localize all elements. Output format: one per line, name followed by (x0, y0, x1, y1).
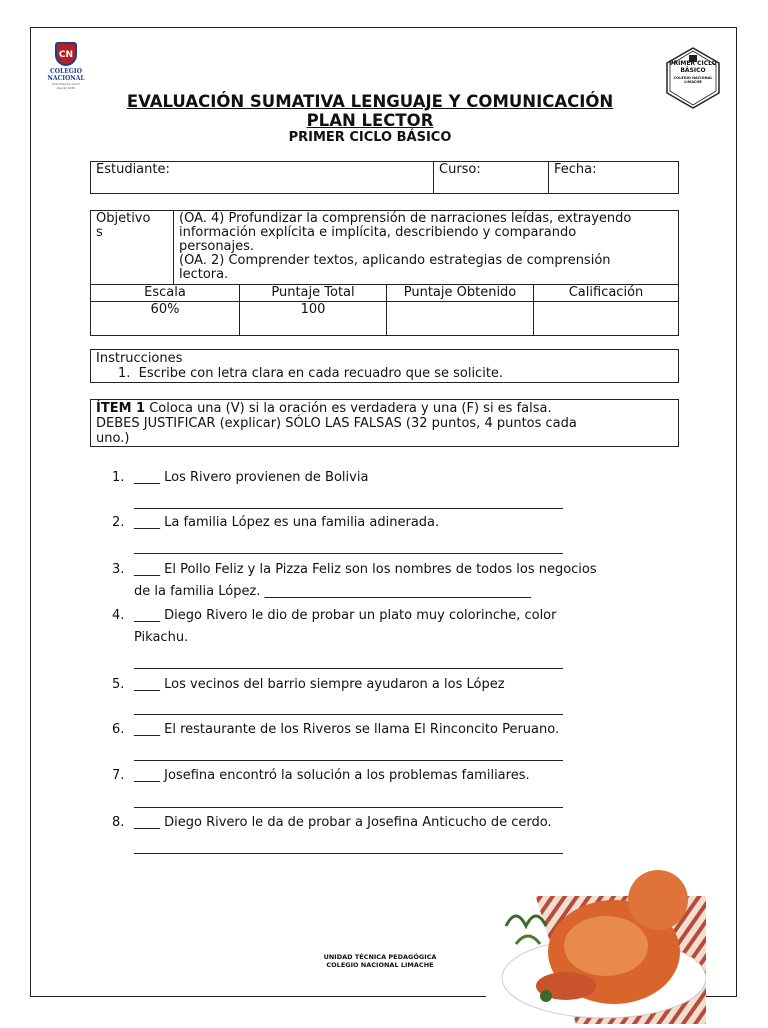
answer-line-1[interactable] (134, 508, 563, 509)
instructions-box (90, 349, 679, 383)
logo-name: COLEGIO NACIONAL (47, 68, 85, 82)
answer-line-6[interactable] (134, 760, 563, 761)
grading-header-grade: Calificación (534, 285, 679, 302)
grading-header-scale: Escala (91, 285, 240, 302)
cycle-seal: PRIMER CICLO BÁSICO COLEGIO NACIONAL LIMACHE (661, 46, 725, 110)
question-4[interactable]: 4. ____ Diego Rivero le dio de probar un plato muy colorinche, color Pikachu. (112, 608, 557, 645)
grading-scale-value: 60% (91, 302, 240, 336)
cycle-heading: PRIMER CICLO BÁSICO (288, 130, 452, 145)
question-6[interactable]: 6. ____ El restaurante de los Riveros se llama El Rinconcito Peruano. (112, 722, 560, 737)
instructions-item: 1. Escribe con letra clara en cada recuadro que se solicite. (118, 366, 504, 381)
answer-line-4[interactable] (134, 668, 563, 669)
grading-header-total: Puntaje Total (240, 285, 387, 302)
answer-line-7[interactable] (134, 807, 563, 808)
objectives-label: Objetivo s (91, 211, 174, 285)
question-5[interactable]: 5. ____ Los vecinos del barrio siempre ayudaron a los López (112, 677, 505, 692)
answer-line-2[interactable] (134, 553, 563, 554)
footer: UNIDAD TÉCNICA PEDAGÓGICA COLEGIO NACIONAL LIMACHE (323, 953, 437, 969)
question-7[interactable]: 7. ____ Josefina encontró la solución a los problemas familiares. (112, 768, 530, 783)
question-3[interactable]: 3. ____ El Pollo Feliz y la Pizza Feliz son los nombres de todos los negocios de la familia López. _________________________________________ (112, 562, 597, 599)
question-2[interactable]: 2. ____ La familia López es una familia adinerada. (112, 515, 440, 530)
roast-chicken-icon (486, 866, 706, 1024)
grading-total-value: 100 (240, 302, 387, 336)
logo-motto: Pido Diserte Animi Desde 1930 (52, 82, 80, 90)
page-subtitle: PLAN LECTOR (306, 111, 434, 130)
roast-chicken-image (486, 866, 706, 1024)
question-1[interactable]: 1. ____ Los Rivero provienen de Bolivia (112, 470, 369, 485)
grading-header-obtained: Puntaje Obtenido (387, 285, 534, 302)
objectives-table (90, 210, 679, 285)
shield-icon: CN (55, 42, 77, 66)
grading-table (90, 284, 679, 336)
item1-label: ÍTEM 1 (96, 401, 146, 416)
objectives-text: (OA. 4) Profundizar la comprensión de narraciones leídas, extrayendo información explícita e implícita, describiendo y comparando personajes. (OA. 2) Comprender textos, aplicando estrategias de comprensión lectora. (174, 211, 679, 285)
grading-obtained-field[interactable] (387, 302, 534, 336)
student-name-field[interactable]: Estudiante: (91, 162, 434, 194)
item1-box: ÍTEM 1 Coloca una (V) si la oración es verdadera y una (F) si es falsa. DEBES JUSTIFICAR (explicar) SÓLO LAS FALSAS (32 puntos, 4 puntos cada uno.) (90, 399, 679, 447)
page-title: EVALUACIÓN SUMATIVA LENGUAJE Y COMUNICACIÓN (126, 92, 614, 111)
grading-grade-field[interactable] (534, 302, 679, 336)
school-logo (40, 42, 92, 92)
answer-line-8[interactable] (134, 853, 563, 854)
question-8[interactable]: 8. ____ Diego Rivero le da de probar a Josefina Anticucho de cerdo. (112, 815, 552, 830)
answer-line-5[interactable] (134, 714, 563, 715)
date-field[interactable]: Fecha: (549, 162, 679, 194)
student-info-table (90, 161, 679, 194)
course-field[interactable]: Curso: (434, 162, 549, 194)
instructions-title: Instrucciones (96, 351, 183, 366)
